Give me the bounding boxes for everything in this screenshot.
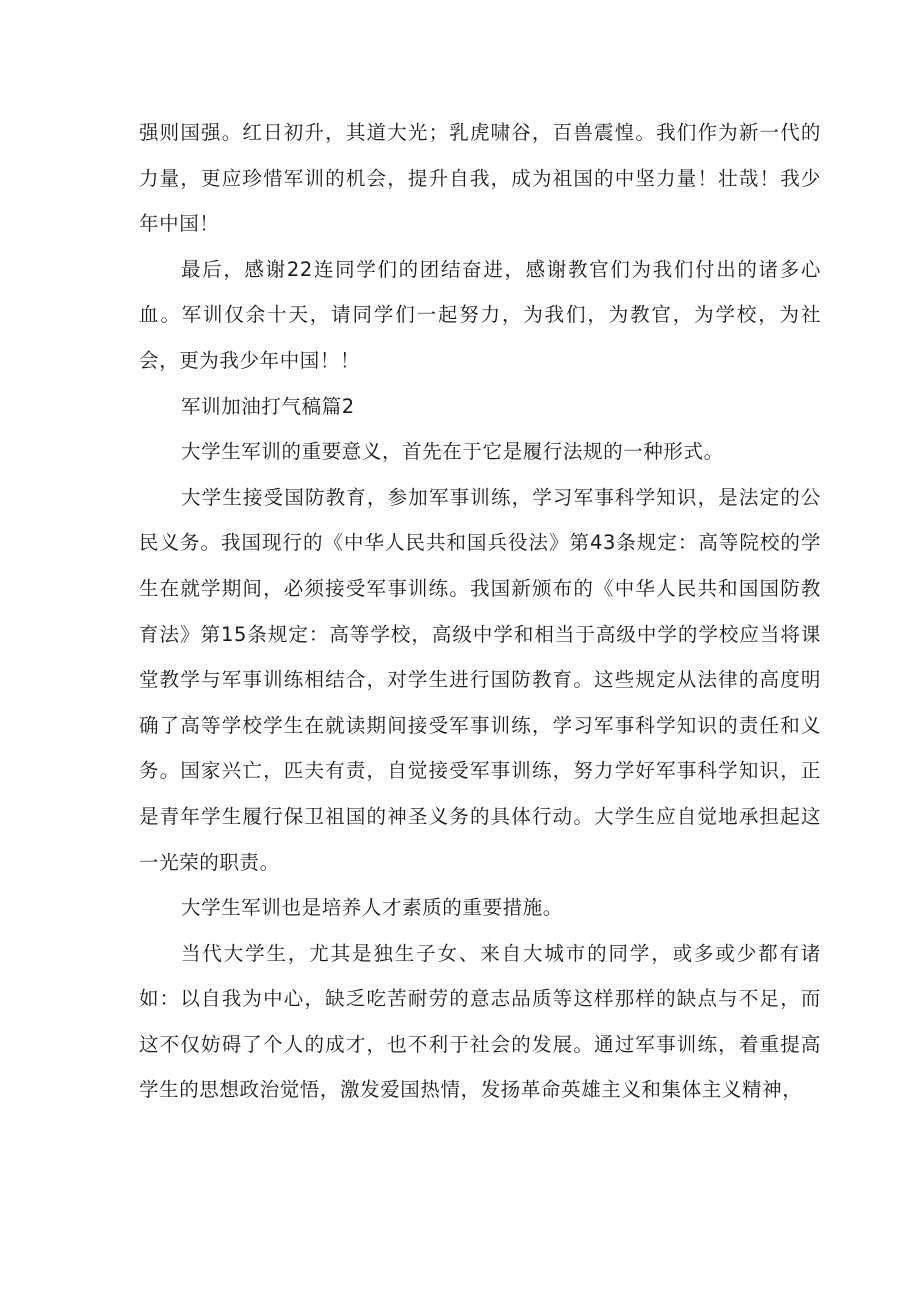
section-heading: 军训加油打气稿篇2 — [181, 394, 355, 418]
paragraph-significance: 大学生军训的重要意义，首先在于它是履行法规的一种形式。 — [181, 440, 724, 464]
paragraph-talent-quality: 大学生军训也是培养人才素质的重要措施。 — [181, 896, 563, 920]
paragraph-contemporary-students: 当代大学生，尤其是独生子女、来自大城市的同学，或多或少都有诸如：以自我为中心，缺乏吃苦耐劳的意志品质等这样那样的缺点与不足，而这不仅妨碍了个人的成才，也不利于社会的发展。通过军事训练，着重提高学生的思想政治觉悟，激发爱国热情，发扬革命英雄主义和集体主义精神， — [139, 941, 821, 1102]
paragraph-thanks: 最后，感谢22连同学们的团结奋进，感谢教官们为我们付出的诸多心血。军训仅余十天，请同学们一起努力，为我们，为教官，为学校，为社会，更为我少年中国！！ — [139, 257, 821, 372]
paragraph-national-strength: 强则国强。红日初升，其道大光；乳虎啸谷，百兽震惶。我们作为新一代的力量，更应珍惜军训的机会，提升自我，成为祖国的中坚力量！壮哉！我少年中国！ — [139, 121, 821, 236]
paragraph-legal-duty: 大学生接受国防教育，参加军事训练，学习军事科学知识，是法定的公民义务。我国现行的《中华人民共和国兵役法》第43条规定：高等院校的学生在就学期间，必须接受军事训练。我国新颁布的《中华人民共和国国防教育法》第15条规定：高等学校，高级中学和相当于高级中学的学校应当将课堂教学与军事训练相结合，对学生进行国防教育。这些规定从法律的高度明确了高等学校学生在就读期间接受军事训练，学习军事科学知识的责任和义务。国家兴亡，匹夫有责，自觉接受军事训练，努力学好军事科学知识，正是青年学生履行保卫祖国的神圣义务的具体行动。大学生应自觉地承担起这一光荣的职责。 — [139, 485, 821, 874]
document-body — [139, 110, 821, 1113]
